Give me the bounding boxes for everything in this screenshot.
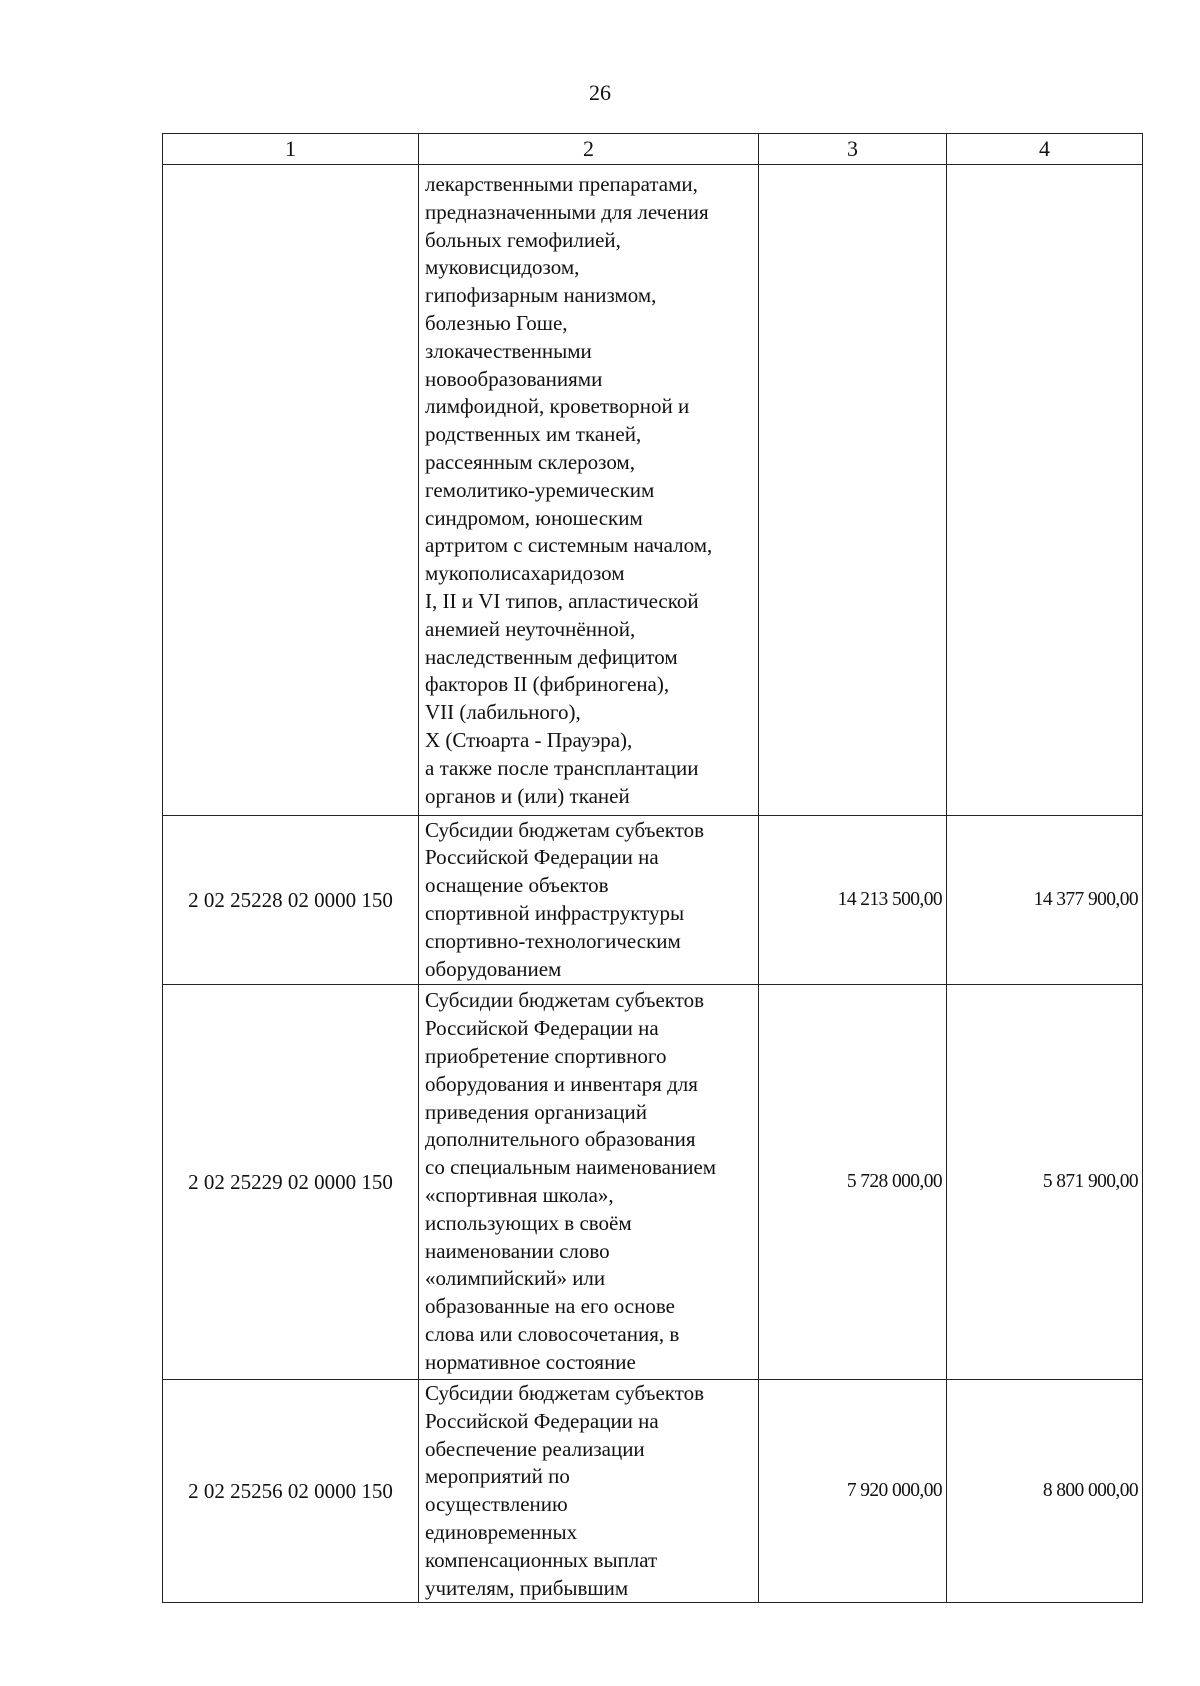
header-col-3: 3: [759, 134, 947, 165]
description-cell: [419, 1380, 759, 1603]
table-row: [163, 816, 1143, 985]
description-line: слова или словосочетания, в: [425, 1321, 680, 1346]
description-line: рассеянным склерозом,: [425, 449, 635, 474]
description-line: мероприятий по: [425, 1464, 570, 1489]
table-row: [163, 985, 1143, 1380]
description-line: спортивно-технологическим: [425, 928, 681, 953]
description-line: гемолитико-уремическим: [425, 477, 655, 502]
header-col-2: 2: [419, 134, 759, 165]
description-line: Субсидии бюджетам субъектов: [425, 1381, 705, 1405]
budget-table: [162, 133, 1143, 1603]
description-line: факторов II (фибриногена),: [425, 672, 670, 697]
description-line: гипофизарным нанизмом,: [425, 283, 657, 308]
description-line: а также после трансплантации: [425, 755, 699, 780]
description-line: единовременных: [425, 1519, 578, 1544]
description-line: муковисцидозом,: [425, 255, 580, 280]
description-line: наименовании слово: [425, 1238, 610, 1263]
amount-4-cell: 8 800 000,00: [947, 1380, 1143, 1603]
description-line: анемией неуточнённой,: [425, 616, 636, 641]
description-line: лимфоидной, кроветворной и: [425, 394, 690, 419]
table-row-continued: [163, 165, 1143, 816]
description-line: приобретение спортивного: [425, 1044, 667, 1069]
description-line: «спортивная школа»,: [425, 1183, 614, 1207]
description-line: X (Стюарта - Прауэра),: [425, 727, 633, 752]
code-cell: 2 02 25256 02 0000 150: [163, 1380, 419, 1603]
description-line: оснащение объектов: [425, 873, 609, 898]
description-line: предназначенными для лечения: [425, 199, 709, 224]
description-line: VII (лабильного),: [425, 700, 581, 725]
description-line: учителям, прибывшим: [425, 1575, 629, 1600]
description-line: оборудованием: [425, 956, 562, 981]
description-line: дополнительного образования: [425, 1127, 696, 1152]
description-line: I, II и VI типов, апластической: [425, 588, 699, 613]
description-line: «олимпийский» или: [425, 1266, 606, 1291]
header-row: [163, 134, 1143, 165]
code-cell: 2 02 25228 02 0000 150: [163, 816, 419, 985]
description-line: компенсационных выплат: [425, 1547, 658, 1572]
description-line: мукополисахаридозом: [425, 561, 625, 586]
description-line: спортивной инфраструктуры: [425, 901, 685, 925]
description-cell: [419, 985, 759, 1380]
code-cell-empty: [163, 165, 419, 816]
amount-3-cell-empty: [759, 165, 947, 816]
description-line: злокачественными: [425, 338, 592, 363]
description-cell-continued: [419, 165, 759, 816]
amount-4-cell: 14 377 900,00: [947, 816, 1143, 985]
amount-4-cell: 5 871 900,00: [947, 985, 1143, 1380]
code-cell: 2 02 25229 02 0000 150: [163, 985, 419, 1380]
description-line: Российской Федерации на: [425, 1408, 659, 1433]
header-col-4: 4: [947, 134, 1143, 165]
amount-3-cell: 14 213 500,00: [759, 816, 947, 985]
description-cell: [419, 816, 759, 985]
amount-3-cell: 7 920 000,00: [759, 1380, 947, 1603]
description-line: синдромом, юношеским: [425, 505, 643, 530]
description-line: Субсидии бюджетам субъектов: [425, 988, 705, 1013]
description-line: артритом с системным началом,: [425, 533, 713, 558]
description-line: болезнью Гоше,: [425, 310, 568, 335]
description-line: Российской Федерации на: [425, 1016, 659, 1041]
description-line: образованные на его основе: [425, 1294, 675, 1319]
amount-4-cell-empty: [947, 165, 1143, 816]
description-line: родственных им тканей,: [425, 422, 642, 447]
description-line: органов и (или) тканей: [425, 783, 630, 808]
description-line: оборудования и инвентаря для: [425, 1071, 698, 1096]
description-line: приведения организаций: [425, 1099, 647, 1124]
header-col-1: 1: [163, 134, 419, 165]
description-line: нормативное состояние: [425, 1349, 636, 1374]
table-row: [163, 1380, 1143, 1603]
description-line: больных гемофилией,: [425, 227, 621, 252]
description-line: Российской Федерации на: [425, 845, 659, 870]
amount-3-cell: 5 728 000,00: [759, 985, 947, 1380]
description-line: лекарственными препаратами,: [425, 172, 698, 196]
description-line: использующих в своём: [425, 1210, 632, 1235]
description-line: наследственным дефицитом: [425, 644, 678, 669]
description-line: обеспечение реализации: [425, 1436, 645, 1461]
description-line: Субсидии бюджетам субъектов: [425, 817, 705, 842]
page-number: 26: [589, 80, 611, 105]
description-line: со специальным наименованием: [425, 1155, 717, 1180]
description-line: осуществлению: [425, 1492, 568, 1517]
description-line: новообразованиями: [425, 366, 603, 391]
